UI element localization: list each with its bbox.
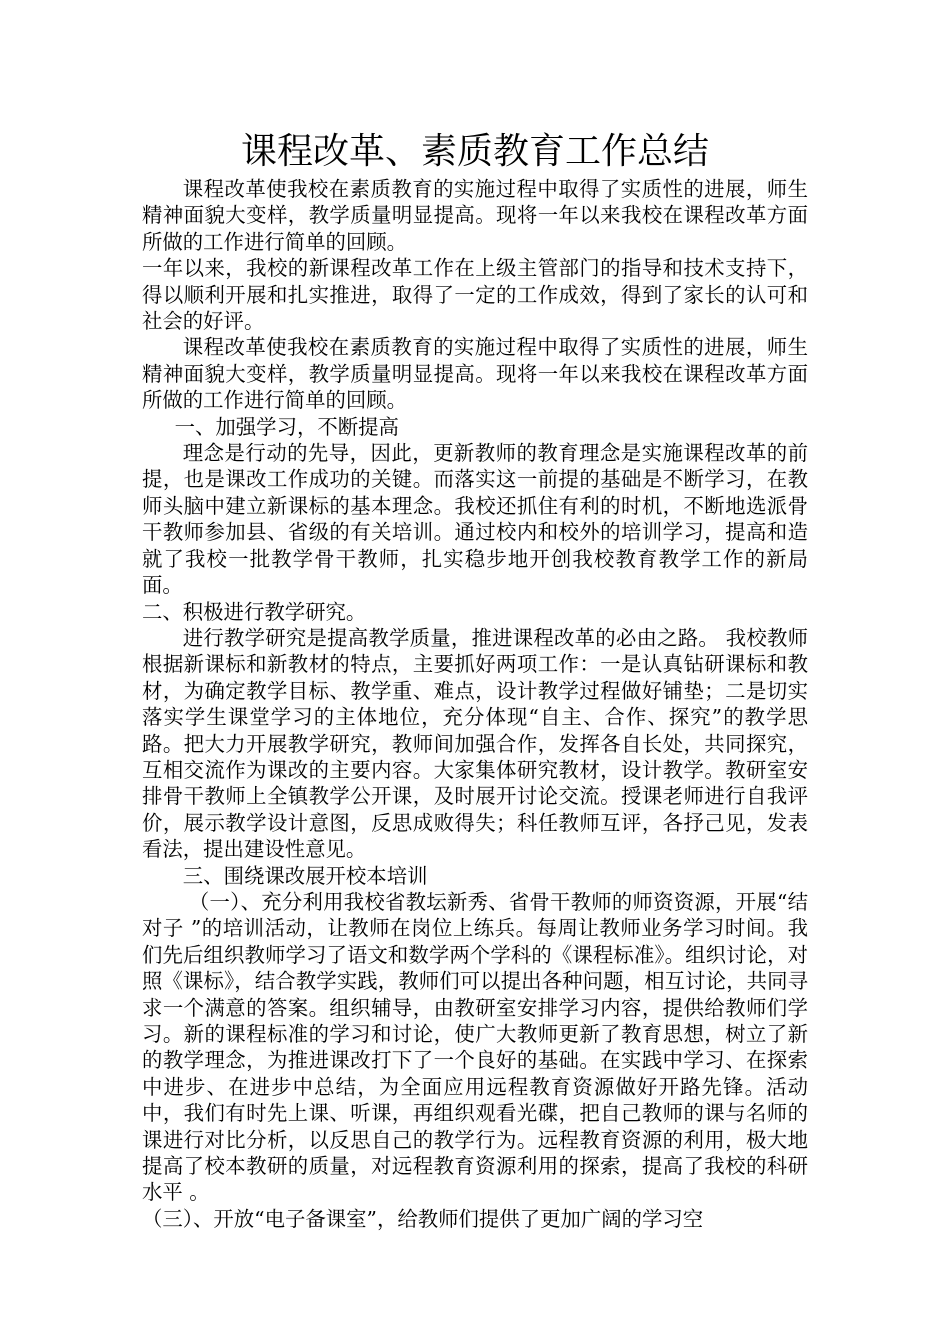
paragraph-subsection-1: （一）、充分利用我校省教坛新秀、省骨干教师的师资资源，开展“结对子 ”的培训活动，让教师在岗位上练兵。每周让教师业务学习时间。我们先后组织教师学习了语文和数学两个学科的《课程标准》。组织讨论，对照《课标》，结合教学实践，教师们可以提出各种问题，相互讨论，共同寻求一个满意的答案。组织辅导，由教研室安排学习内容，提供给教师们学习。新的课程标准的学习和讨论，使广大教师更新了教育思想，树立了新的教学理念，为推进课改打下了一个良好的基础。在实践中学习、在探索中进步、在进步中总结，为全面应用远程教育资源做好开路先锋。活动中，我们有时先上课、听课，再组织观看光碟，把自己教师的课与名师的课进行对比分析，以反思自己的教学行为。远程教育资源的利用，极大地提高了校本教研的质量，对远程教育资源利用的探索，提高了我校的科研水平 。 xyxy=(142,889,808,1205)
document-body xyxy=(142,176,808,1232)
paragraph-year-summary: 一年以来，我校的新课程改革工作在上级主管部门的指导和技术支持下，得以顺利开展和扎实推进，取得了一定的工作成效，得到了家长的认可和社会的好评。 xyxy=(142,256,808,334)
paragraph-section-2: 进行教学研究是提高教学质量，推进课程改革的必由之路。 我校教师根据新课标和新教材的特点，主要抓好两项工作：一是认真钻研课标和教材，为确定教学目标、教学重、难点，设计教学过程做好铺垫；二是切实落实学生课堂学习的主体地位，充分体现“自主、合作、探究”的教学思路。把大力开展教学研究，教师间加强合作，发挥各自长处，共同探究，互相交流作为课改的主要内容。大家集体研究教材，设计教学。教研室安排骨干教师上全镇教学公开课，及时展开讨论交流。授课老师进行自我评价，展示教学设计意图，反思成败得失；科任教师互评，各抒己见，发表看法，提出建设性意见。 xyxy=(142,625,808,862)
section-heading-3: 三、围绕课改展开校本培训 xyxy=(182,863,428,888)
paragraph-subsection-3: （三）、开放“电子备课室”，给教师们提供了更加广阔的学习空 xyxy=(142,1206,704,1231)
section-heading-2: 二、积极进行教学研究。 xyxy=(142,599,367,624)
paragraph-section-1: 理念是行动的先导，因此，更新教师的教育理念是实施课程改革的前提，也是课改工作成功的关键。而落实这一前提的基础是不断学习，在教师头脑中建立新课标的基本理念。我校还抓住有利的时机，不断地选派骨干教师参加县、省级的有关培训。通过校内和校外的培训学习，提高和造就了我校一批教学骨干教师，扎实稳步地开创我校教育教学工作的新局面。 xyxy=(142,441,808,598)
document-title: 课程改革、素质教育工作总结 xyxy=(240,131,709,172)
section-heading-1: 一、加强学习，不断提高 xyxy=(174,414,399,439)
paragraph-intro-repeat: 课程改革使我校在素质教育的实施过程中取得了实质性的进展，师生精神面貌大变样，教学质量明显提高。现将一年以来我校在课程改革方面所做的工作进行简单的回顾。 xyxy=(142,335,808,413)
paragraph-intro: 课程改革使我校在素质教育的实施过程中取得了实质性的进展，师生精神面貌大变样，教学质量明显提高。现将一年以来我校在课程改革方面所做的工作进行简单的回顾。 xyxy=(142,177,808,254)
